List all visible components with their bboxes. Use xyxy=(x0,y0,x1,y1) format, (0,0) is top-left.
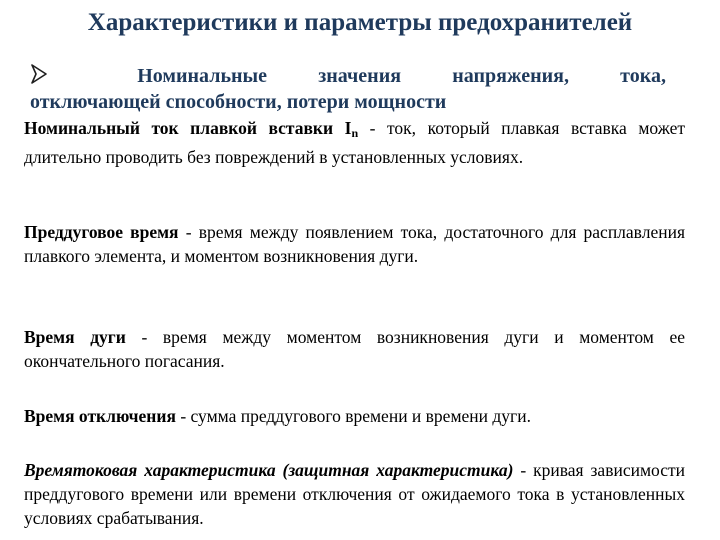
arrow-bullet-icon xyxy=(30,62,86,88)
bullet-word: напряжения, xyxy=(452,65,569,87)
term-arcing-time: Время дуги xyxy=(24,327,126,347)
term-subscript: n xyxy=(351,126,359,140)
term-rated-current xyxy=(24,118,358,138)
definition-text: - ток, который плавкая вставка может длительно проводить без повреждений в установленных условиях. xyxy=(24,118,685,167)
bullet-word: Номинальные xyxy=(137,65,268,87)
term-rated-current-label: Номинальный ток плавкой вставки I xyxy=(24,118,352,138)
paragraph-arcing-time xyxy=(24,325,685,373)
paragraph-rated-current xyxy=(24,116,685,169)
bullet-word: значения xyxy=(318,65,402,87)
definition-text: - время между появлением тока, достаточного для расплавления плавкого элемента, и моментом возникновения дуги. xyxy=(24,222,685,266)
definition-text: - время между моментом возникновения дуги и моментом ее окончательного погасания. xyxy=(24,327,685,371)
term-prearcing-time: Преддуговое время xyxy=(24,222,179,242)
term-operating-time: Время отключения xyxy=(24,406,176,426)
bullet-word: тока, xyxy=(620,65,666,87)
term-time-current-characteristic: Времятоковая характеристика (защитная характеристика) xyxy=(24,460,514,480)
paragraph-time-current-characteristic xyxy=(24,458,685,530)
bullet-heading-line-1 xyxy=(30,62,666,89)
definition-text: - сумма преддугового времени и времени дуги. xyxy=(175,406,531,426)
paragraph-prearcing-time xyxy=(24,220,685,268)
definition-text: - кривая зависимости преддугового времени или времени отключения от ожидаемого тока в установленных условиях срабатывания. xyxy=(24,460,685,528)
paragraph-operating-time xyxy=(24,404,685,428)
bullet-heading xyxy=(30,62,666,115)
slide-title: Характеристики и параметры предохранителей xyxy=(87,9,633,36)
bullet-heading-line-2: отключающей способности, потери мощности xyxy=(30,91,447,113)
